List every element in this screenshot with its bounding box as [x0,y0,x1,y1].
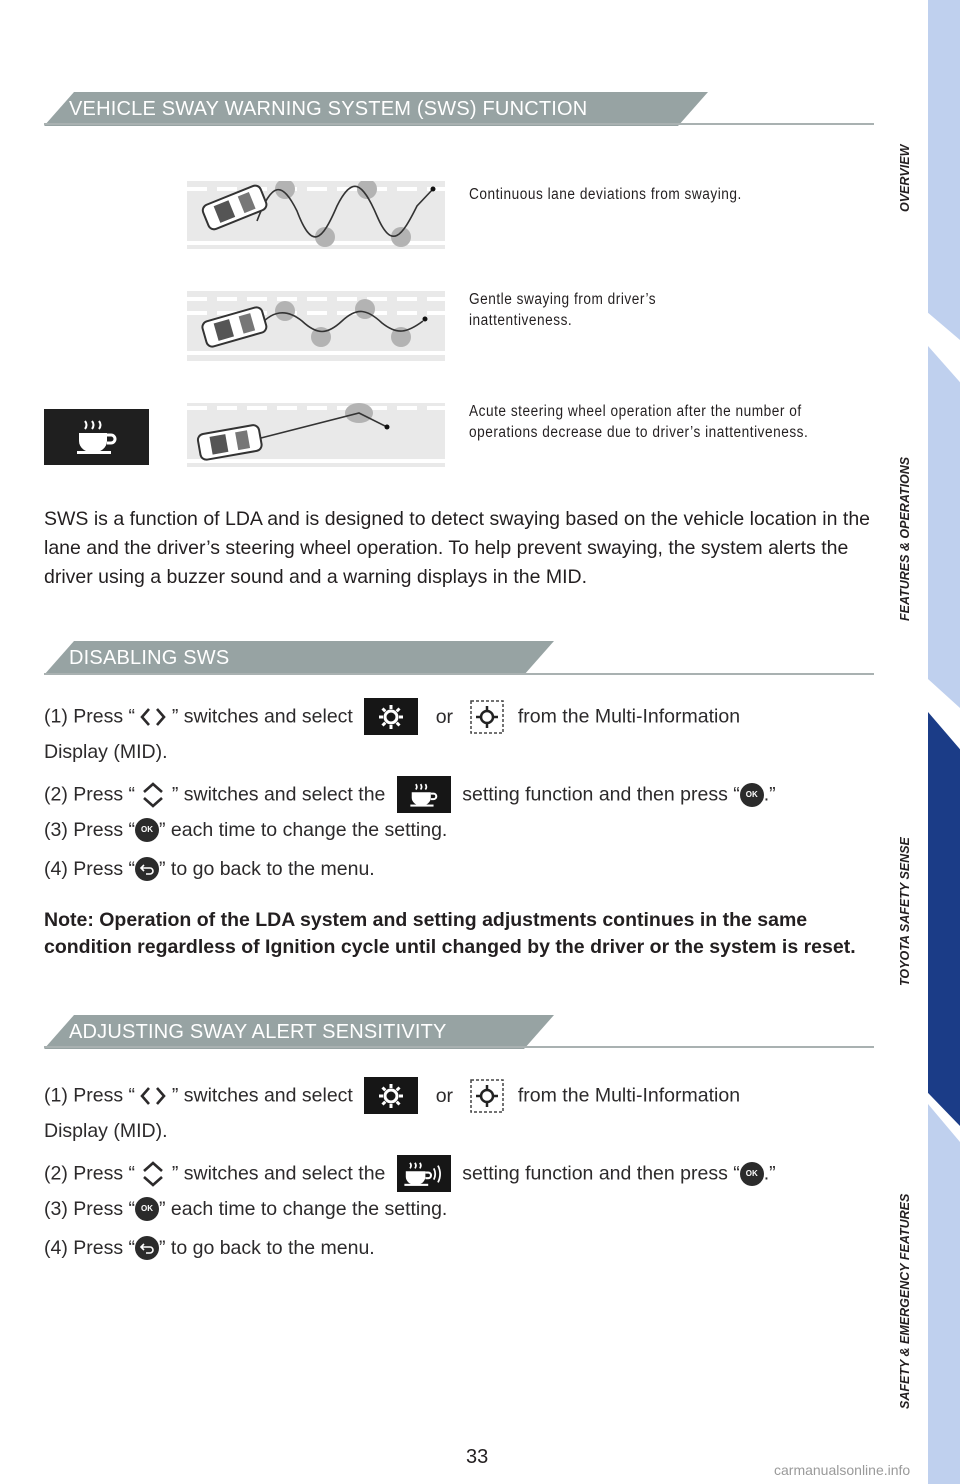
step-text: (3) Press “ [44,1197,136,1220]
step-text: ” switches and select [171,705,353,728]
step-text: (4) Press “ [44,857,136,880]
step-text: from the Multi-Information [517,705,741,728]
adjusting-steps [44,1077,894,1272]
step-text: from the Multi-Information [517,1084,741,1107]
step-text: ” switches and select the [171,783,386,806]
step-text: ” to go back to the menu. [159,857,375,880]
side-tab-features[interactable] [928,346,960,708]
step-1 [44,1077,894,1116]
step-3 [44,1194,894,1233]
side-label-text: FEATURES & OPERATIONS [898,456,912,621]
side-label-text: TOYOTA SAFETY SENSE [898,837,912,986]
step-1 [44,698,894,737]
section-banner-adjusting [44,1015,874,1049]
step-text: or [435,705,454,728]
back-button-icon [135,857,159,881]
step-text: (4) Press “ [44,1236,136,1259]
step-2 [44,776,894,815]
step-text: .” [763,783,776,806]
side-label-text: SAFETY & EMERGENCY FEATURES [898,1193,912,1409]
up-down-arrows-icon [140,782,166,808]
step-text: .” [763,1162,776,1185]
left-right-arrows-icon [140,706,166,728]
diagram-caption-1: Continuous lane deviations from swaying. [469,186,742,203]
watermark: carmanualsonline.info [774,1462,911,1478]
section-banner-sws-function [44,92,874,126]
step-4 [44,1233,894,1272]
diagram-caption-2: Gentle swaying from driver’s inattentiveness. [469,291,657,329]
lda-note: Note: Operation of the LDA system and setting adjustments continues in the same condition regardless of Ignition cycle until changed by the driver or the system is reset. [44,909,856,958]
step-4 [44,854,894,893]
step-text: (2) Press “ [44,1162,136,1185]
side-tab-overview[interactable] [928,0,960,340]
step-text: setting function and then press “ [462,783,740,806]
section-rule [44,123,874,125]
settings-gear-outline-icon [470,700,504,734]
back-button-icon [135,1236,159,1260]
side-tab-emergency[interactable] [928,1104,960,1484]
section-title: DISABLING SWS [69,647,230,669]
step-text: (1) Press “ [44,1084,136,1107]
side-tab-safety-sense[interactable] [928,712,960,1126]
section-rule [44,1046,874,1048]
step-text: Display (MID). [44,1119,168,1142]
step-text: (3) Press “ [44,818,136,841]
step-text: or [435,1084,454,1107]
ok-button-icon: OK [135,818,159,842]
coffee-cup-icon [44,409,149,465]
step-1-cont [44,1116,894,1155]
section-banner-disabling [44,641,874,675]
ok-button-icon: OK [740,783,764,807]
page-number: 33 [466,1446,489,1468]
step-text: (2) Press “ [44,783,136,806]
side-label-text: OVERVIEW [898,144,912,212]
diagram-caption-3: Acute steering wheel operation after the number of operations decrease due to driver’s inattentiveness. [469,403,809,441]
settings-gear-outline-icon [470,1079,504,1113]
step-text: (1) Press “ [44,705,136,728]
step-1-cont [44,737,894,776]
section-title: VEHICLE SWAY WARNING SYSTEM (SWS) FUNCTION [69,98,588,120]
step-text: setting function and then press “ [462,1162,740,1185]
ok-button-icon: OK [740,1162,764,1186]
left-right-arrows-icon [140,1085,166,1107]
step-text: ” to go back to the menu. [159,1236,375,1259]
disabling-steps [44,698,894,893]
settings-gear-icon [364,698,418,735]
step-3 [44,815,894,854]
coffee-cup-icon [397,776,451,813]
section-rule [44,673,874,675]
step-text: ” each time to change the setting. [159,818,448,841]
coffee-cup-sensitivity-icon [397,1155,451,1192]
step-2 [44,1155,894,1194]
ok-button-icon: OK [135,1197,159,1221]
step-text: ” each time to change the setting. [159,1197,448,1220]
step-text: ” switches and select the [171,1162,386,1185]
car-acute-steering-diagram [187,403,445,467]
settings-gear-icon [364,1077,418,1114]
section-title: ADJUSTING SWAY ALERT SENSITIVITY [69,1021,447,1043]
step-text: Display (MID). [44,740,168,763]
up-down-arrows-icon [140,1161,166,1187]
step-text: ” switches and select [171,1084,353,1107]
car-gentle-sway-diagram [187,291,445,361]
sws-description: SWS is a function of LDA and is designed to detect swaying based on the vehicle location in the lane and the driver’s steering wheel operation. To help prevent swaying, the system alerts the driver using a buzzer sound and a warning displays in the MID. [44,508,871,588]
car-continuous-sway-diagram [187,181,445,249]
